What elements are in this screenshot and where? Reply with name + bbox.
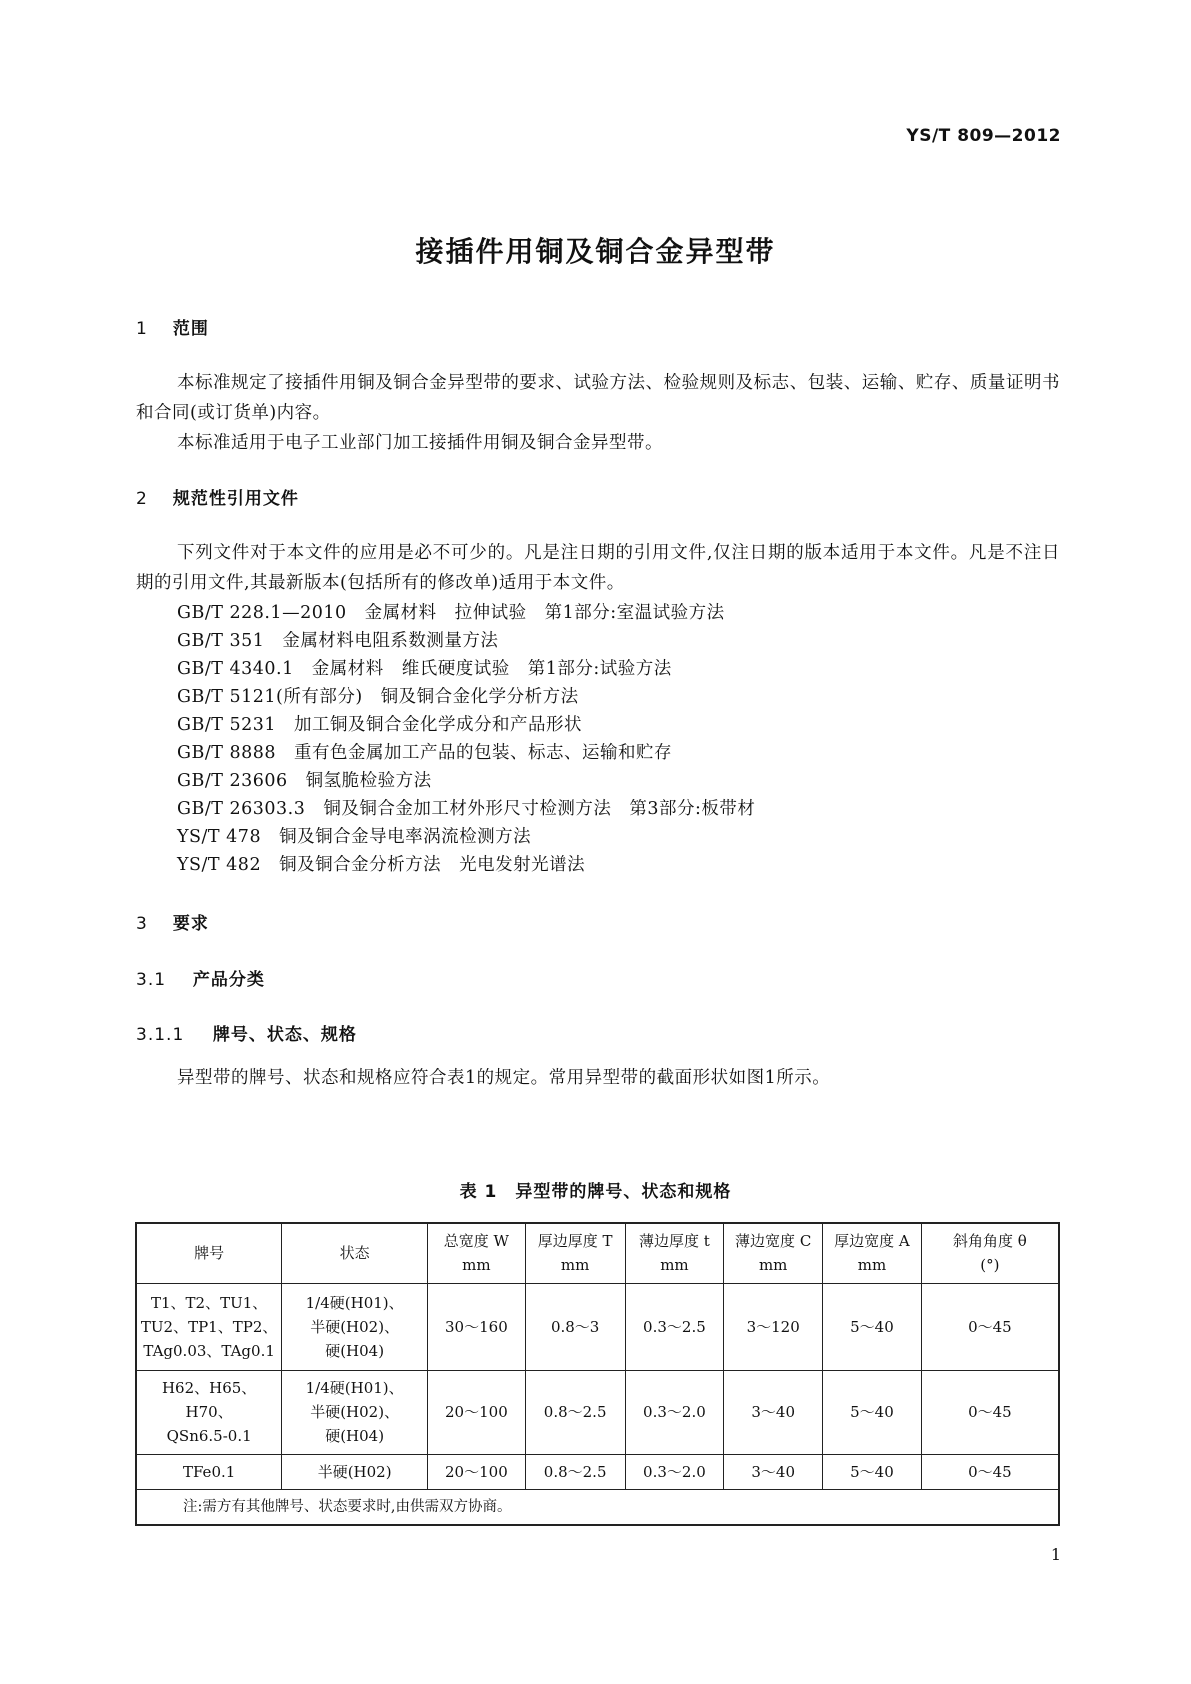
cell-thin-edge-width: 3～120 [724,1283,823,1370]
cell-thick-edge-width: 5～40 [823,1454,922,1489]
scope-paragraph-1: 本标准规定了接插件用铜及铜合金异型带的要求、试验方法、检验规则及标志、包装、运输、贮存、质量证明书和合同(或订货单)内容。 [136,373,1060,423]
header-thick-edge-width: 厚边宽度 A mm [823,1223,922,1283]
section-number: 2 [136,489,148,509]
reference-item: GB/T 5231 加工铜及铜合金化学成分和产品形状 [177,715,583,735]
section-3-heading [136,909,209,934]
cell-grade: H62、H65、H70、 QSn6.5-0.1 [136,1370,282,1454]
section-number: 1 [136,319,148,339]
cell-thick-edge-width: 5～40 [823,1370,922,1454]
header-total-width: 总宽度 W mm [428,1223,526,1283]
section-1-heading [136,314,209,339]
cell-bevel-angle: 0～45 [921,1283,1059,1370]
cell-thin-edge-width: 3～40 [724,1370,823,1454]
cell-grade: T1、T2、TU1、 TU2、TP1、TP2、 TAg0.03、TAg0.1 [136,1283,282,1370]
cell-thick-edge-width: 5～40 [823,1283,922,1370]
header-grade: 牌号 [136,1223,282,1283]
cell-thin-edge-thickness: 0.3～2.0 [625,1370,724,1454]
table-header-row [136,1223,1059,1283]
section-title: 要求 [172,914,209,934]
table-caption: 表 1 异型带的牌号、状态和规格 [459,1182,732,1202]
section-title: 规范性引用文件 [172,489,299,509]
reference-item: GB/T 5121(所有部分) 铜及铜合金化学分析方法 [177,687,579,707]
reference-item: GB/T 8888 重有色金属加工产品的包装、标志、运输和贮存 [177,743,673,763]
header-thin-edge-thickness: 薄边厚度 t mm [625,1223,724,1283]
reference-item: GB/T 4340.1 金属材料 维氏硬度试验 第1部分:试验方法 [177,659,672,679]
section-title: 牌号、状态、规格 [212,1025,357,1045]
scope-paragraph-2: 本标准适用于电子工业部门加工接插件用铜及铜合金异型带。 [177,433,663,453]
spec-table [135,1222,1060,1526]
cell-grade: TFe0.1 [136,1454,282,1489]
cell-bevel-angle: 0～45 [921,1454,1059,1489]
table-row [136,1370,1059,1454]
cell-total-width: 30～160 [428,1283,526,1370]
normative-paragraph: 下列文件对于本文件的应用是必不可少的。凡是注日期的引用文件,仅注日期的版本适用于本文件。凡是不注日期的引用文件,其最新版本(包括所有的修改单)适用于本文件。 [136,543,1060,593]
table-row [136,1283,1059,1370]
cell-thin-edge-thickness: 0.3～2.5 [625,1283,724,1370]
reference-item: GB/T 23606 铜氢脆检验方法 [177,771,432,791]
cell-state: 1/4硬(H01)、 半硬(H02)、 硬(H04) [282,1283,428,1370]
cell-total-width: 20～100 [428,1370,526,1454]
table-row [136,1454,1059,1489]
section-2-heading [136,484,299,509]
cell-thick-edge-thickness: 0.8～2.5 [525,1370,625,1454]
section-3-1-heading [136,965,265,990]
reference-item: GB/T 228.1—2010 金属材料 拉伸试验 第1部分:室温试验方法 [177,603,725,623]
table-note: 注:需方有其他牌号、状态要求时,由供需双方协商。 [136,1489,1059,1525]
cell-thin-edge-thickness: 0.3～2.0 [625,1454,724,1489]
header-state: 状态 [282,1223,428,1283]
cell-state: 半硬(H02) [282,1454,428,1489]
cell-thin-edge-width: 3～40 [724,1454,823,1489]
table-note-row [136,1489,1059,1525]
header-bevel-angle: 斜角角度 θ (°) [921,1223,1059,1283]
header-thick-edge-thickness: 厚边厚度 T mm [525,1223,625,1283]
cell-thick-edge-thickness: 0.8～3 [525,1283,625,1370]
header-thin-edge-width: 薄边宽度 C mm [724,1223,823,1283]
reference-item: YS/T 478 铜及铜合金导电率涡流检测方法 [177,827,532,847]
page-number: 1 [1050,1545,1061,1564]
section-number: 3 [136,914,148,934]
section-title: 范围 [172,319,209,339]
section-3-1-1-heading [136,1020,357,1045]
section-number: 3.1.1 [136,1025,185,1045]
cell-state: 1/4硬(H01)、 半硬(H02)、 硬(H04) [282,1370,428,1454]
document-code: YS/T 809—2012 [906,126,1061,146]
reference-item: GB/T 26303.3 铜及铜合金加工材外形尺寸检测方法 第3部分:板带材 [177,799,756,819]
section-title: 产品分类 [192,970,265,990]
cell-bevel-angle: 0～45 [921,1370,1059,1454]
reference-item: GB/T 351 金属材料电阻系数测量方法 [177,631,499,651]
cell-thick-edge-thickness: 0.8～2.5 [525,1454,625,1489]
reference-item: YS/T 482 铜及铜合金分析方法 光电发射光谱法 [177,855,586,875]
grade-spec-paragraph: 异型带的牌号、状态和规格应符合表1的规定。常用异型带的截面形状如图1所示。 [177,1068,831,1088]
cell-total-width: 20～100 [428,1454,526,1489]
section-number: 3.1 [136,970,167,990]
document-title: 接插件用铜及铜合金异型带 [415,235,776,268]
